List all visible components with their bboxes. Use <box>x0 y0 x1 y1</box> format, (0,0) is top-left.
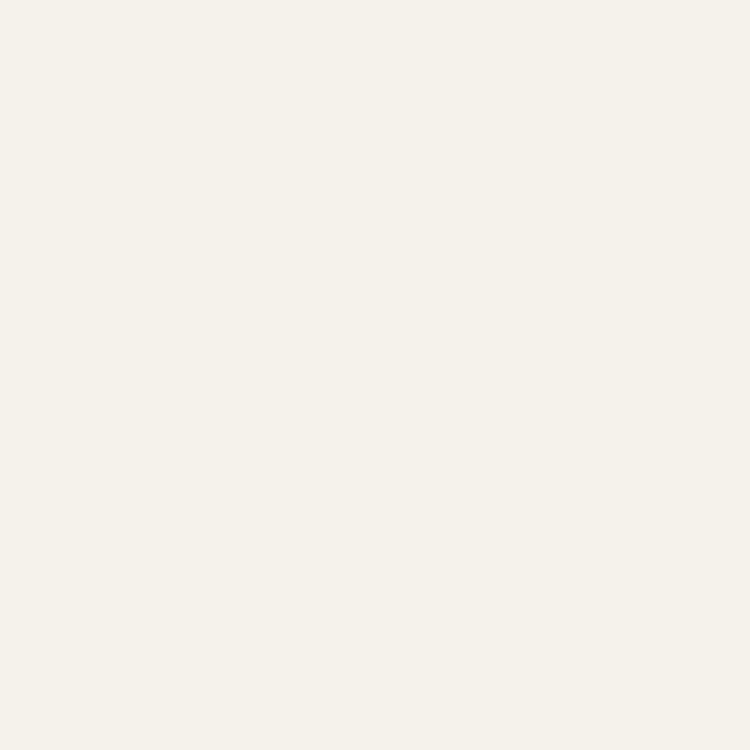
text-line <box>181 613 709 639</box>
